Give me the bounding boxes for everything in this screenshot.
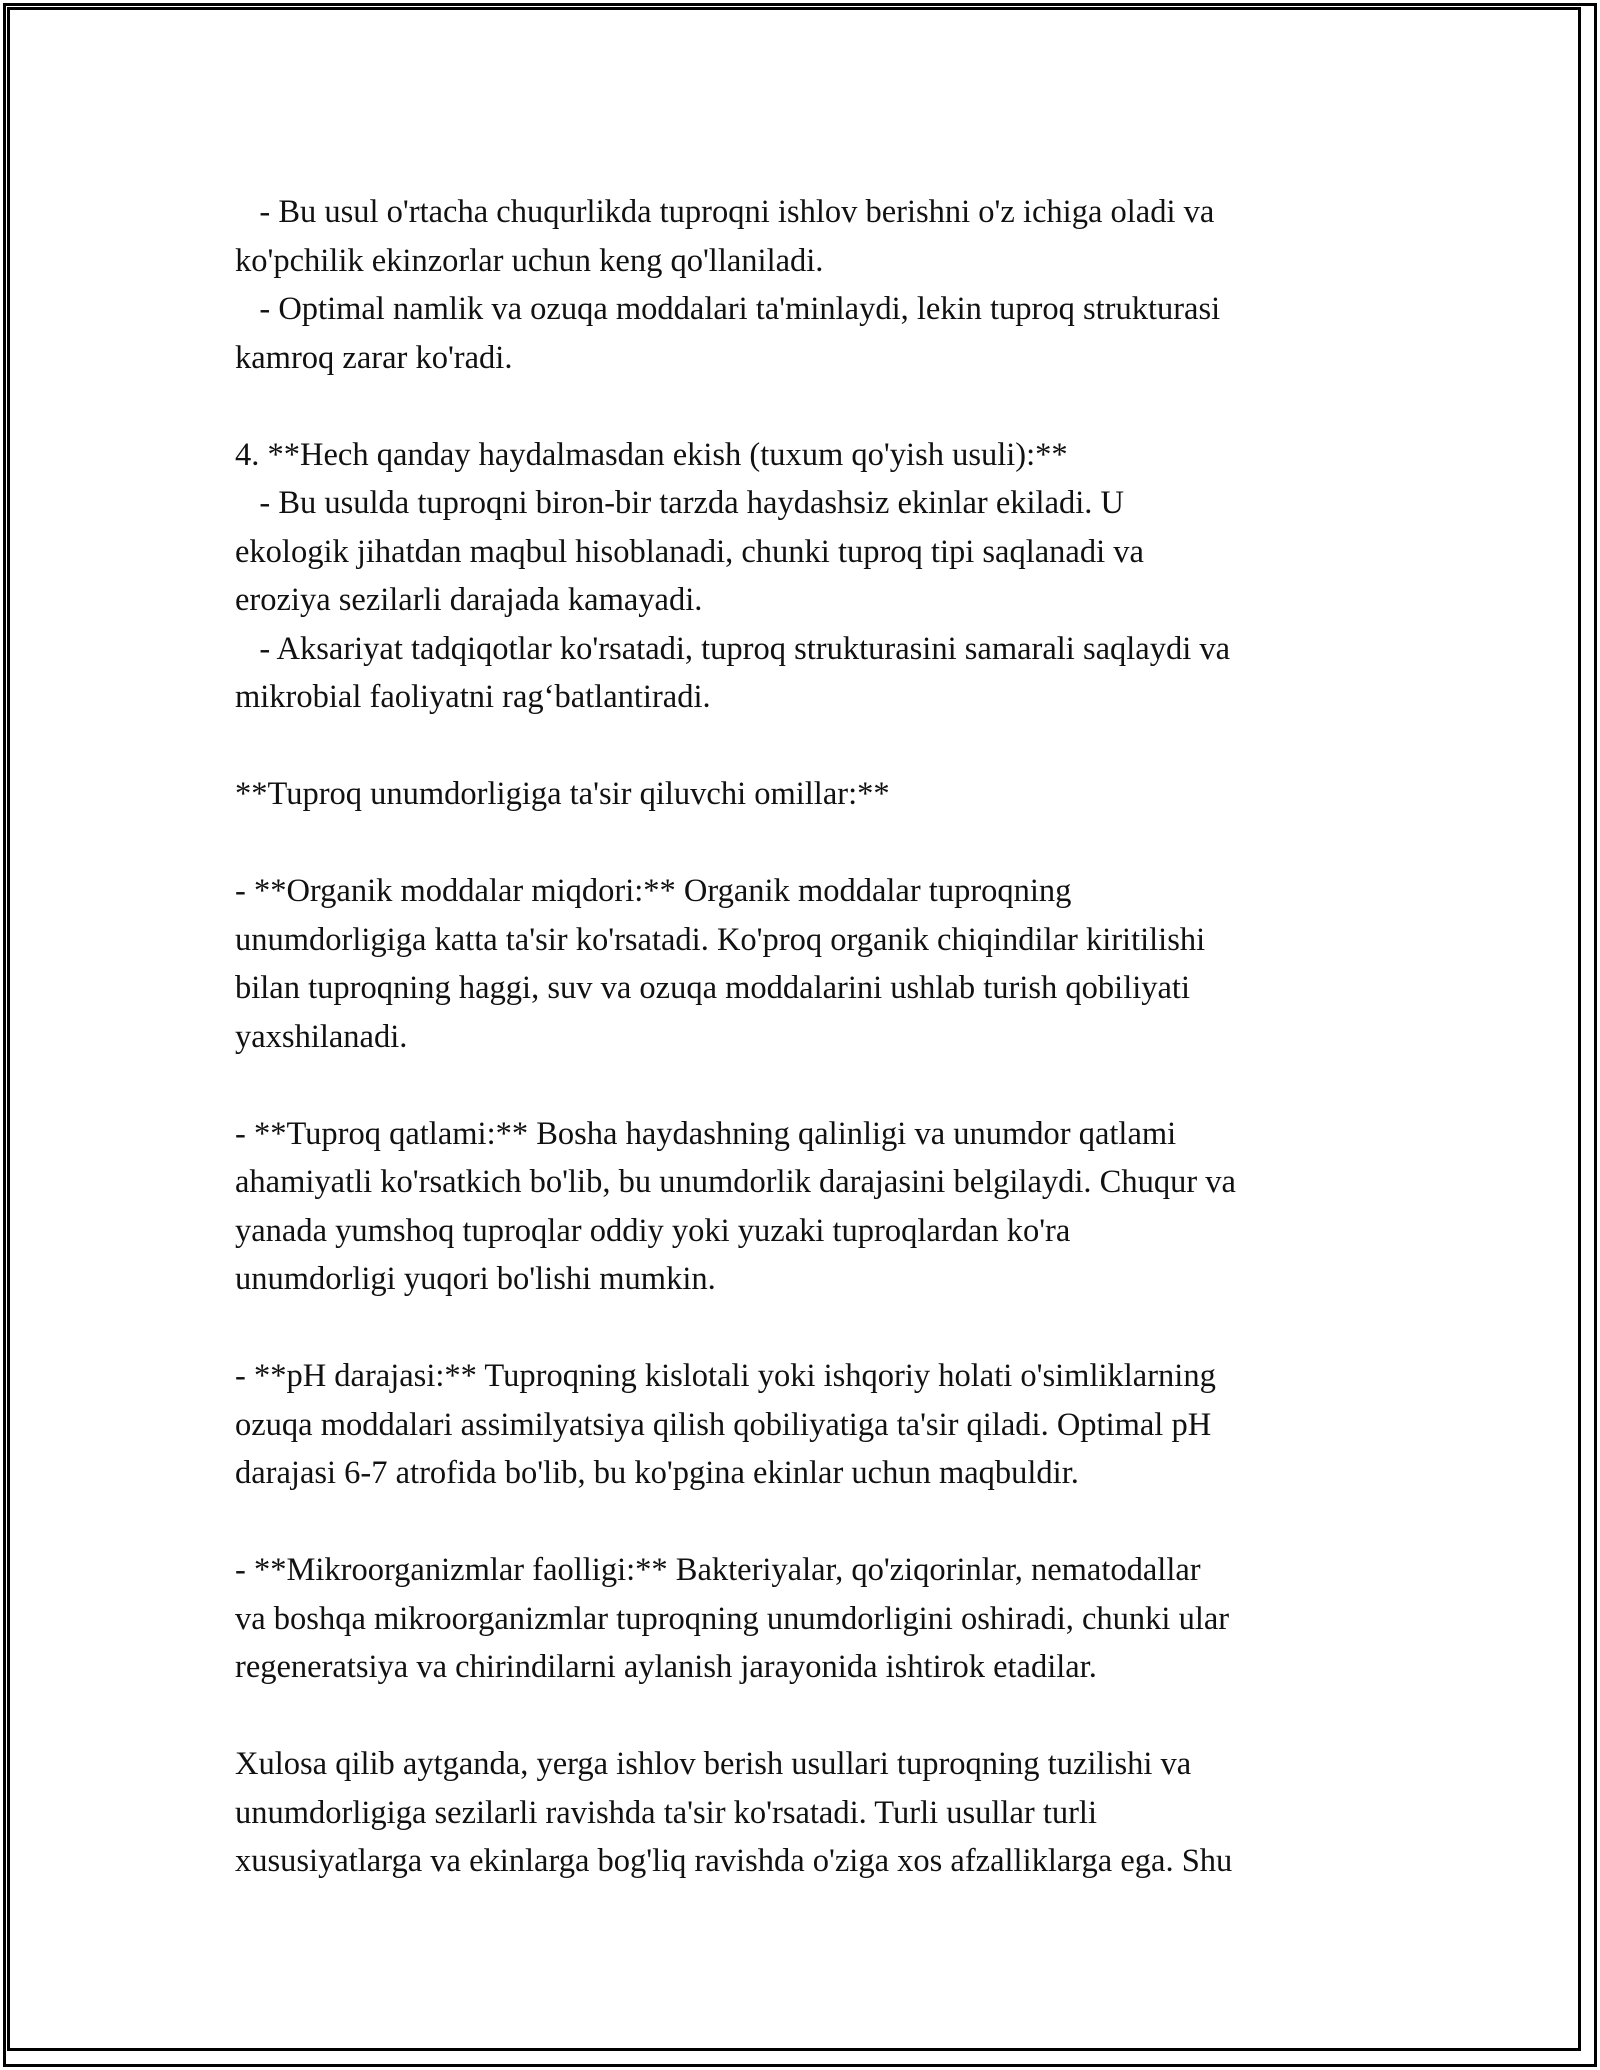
document-body (235, 188, 1385, 1886)
blank-line (235, 1692, 1385, 1741)
blank-line (235, 1061, 1385, 1110)
text-line: - Optimal namlik va ozuqa moddalari ta'minlaydi, lekin tuproq strukturasi (235, 291, 1221, 327)
text-line: - **Mikroorganizmlar faolligi:** Bakteriyalar, qo'ziqorinlar, nematodallar (235, 1552, 1201, 1588)
section-heading: **Tuproq unumdorligiga ta'sir qiluvchi omillar:** (235, 776, 890, 812)
text-line: unumdorligi yuqori bo'lishi mumkin. (235, 1261, 716, 1297)
text-line: yanada yumshoq tuproqlar oddiy yoki yuzaki tuproqlardan ko'ra (235, 1212, 1071, 1249)
text-line: va boshqa mikroorganizmlar tuproqning unumdorligini oshiradi, chunki ular (235, 1600, 1230, 1637)
text-line: eroziya sezilarli darajada kamayadi. (235, 582, 703, 618)
text-line: ko'pchilik ekinzorlar uchun keng qo'llaniladi. (235, 242, 824, 279)
text-line: - Bu usulda tuproqni biron-bir tarzda haydashsiz ekinlar ekiladi. U (235, 485, 1125, 521)
text-line: darajasi 6-7 atrofida bo'lib, bu ko'pgina ekinlar uchun maqbuldir. (235, 1455, 1079, 1491)
text-line: - **pH darajasi:** Tuproqning kislotali yoki ishqoriy holati o'simliklarning (235, 1358, 1216, 1394)
text-line: regeneratsiya va chirindilarni aylanish jarayonida ishtirok etadilar. (235, 1649, 1097, 1685)
blank-line (235, 819, 1385, 868)
text-line: unumdorligiga katta ta'sir ko'rsatadi. Ko'proq organik chiqindilar kiritilishi (235, 921, 1206, 958)
text-line: - **Organik moddalar miqdori:** Organik moddalar tuproqning (235, 873, 1072, 909)
text-line: xususiyatlarga va ekinlarga bog'liq ravishda o'ziga xos afzalliklarga ega. Shu (235, 1843, 1233, 1879)
blank-line (235, 1304, 1385, 1353)
text-line: - Aksariyat tadqiqotlar ko'rsatadi, tuproq strukturasini samarali saqlaydi va (235, 630, 1231, 667)
blank-line (235, 1498, 1385, 1547)
text-line: kamroq zarar ko'radi. (235, 339, 513, 376)
text-line: yaxshilanadi. (235, 1018, 408, 1055)
text-line: mikrobial faoliyatni rag‘batlantiradi. (235, 679, 711, 715)
text-line: Xulosa qilib aytganda, yerga ishlov berish usullari tuproqning tuzilishi va (235, 1746, 1192, 1782)
text-line: - Bu usul o'rtacha chuqurlikda tuproqni ishlov berishni o'z ichiga oladi va (235, 194, 1215, 230)
section-heading: 4. **Hech qanday haydalmasdan ekish (tuxum qo'yish usuli):** (235, 436, 1068, 473)
text-line: ekologik jihatdan maqbul hisoblanadi, chunki tuproq tipi saqlanadi va (235, 533, 1144, 570)
text-line: ahamiyatli ko'rsatkich bo'lib, bu unumdorlik darajasini belgilaydi. Chuqur va (235, 1164, 1236, 1200)
blank-line (235, 722, 1385, 771)
text-line: - **Tuproq qatlami:** Bosha haydashning qalinligi va unumdor qatlami (235, 1115, 1177, 1152)
text-line: bilan tuproqning haggi, suv va ozuqa moddalarini ushlab turish qobiliyati (235, 970, 1190, 1006)
blank-line (235, 382, 1385, 431)
text-line: unumdorligiga sezilarli ravishda ta'sir ko'rsatadi. Turli usullar turli (235, 1794, 1097, 1831)
text-line: ozuqa moddalari assimilyatsiya qilish qobiliyatiga ta'sir qiladi. Optimal pH (235, 1406, 1212, 1443)
